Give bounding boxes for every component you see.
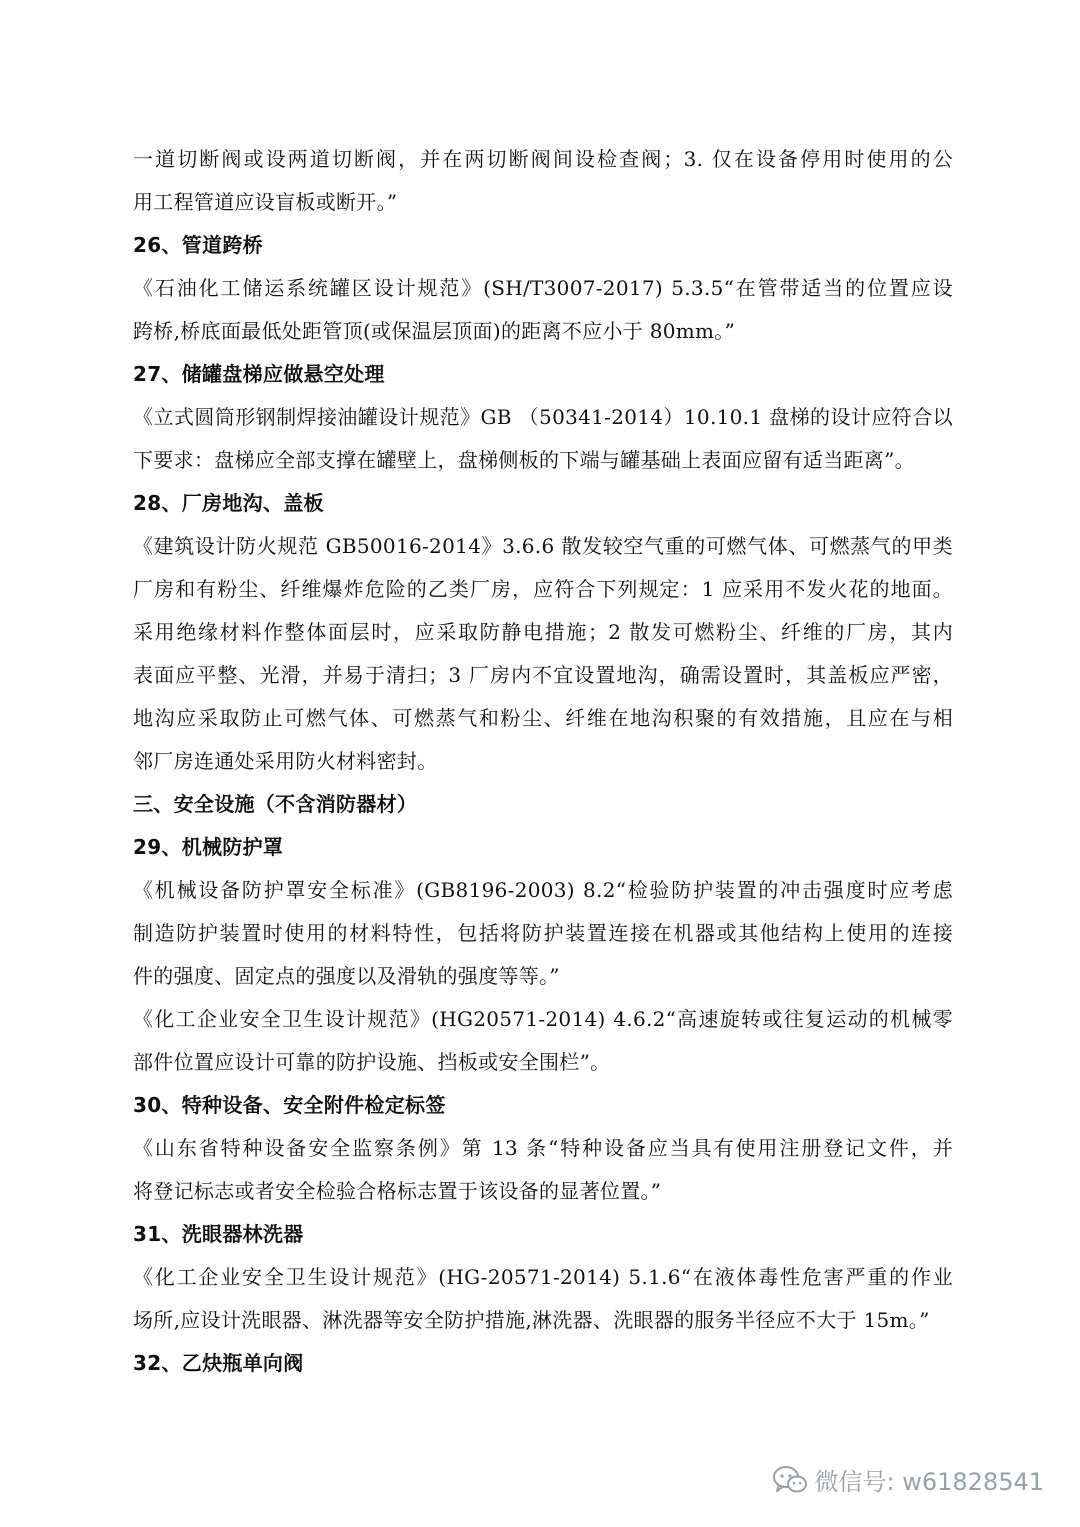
- paragraph-line: 《化工企业安全卫生设计规范》(HG20571-2014) 4.6.2“高速旋转或往复运动的机械零: [133, 1007, 953, 1031]
- wechat-icon: [773, 1465, 807, 1495]
- paragraph-line: 邻厂房连通处采用防火材料密封。: [133, 749, 438, 773]
- watermark: [773, 1462, 1045, 1497]
- section-heading: 三、安全设施（不含消防器材）: [133, 792, 418, 816]
- paragraph: [133, 869, 953, 998]
- paragraph-line: 地沟应采取防止可燃气体、可燃蒸气和粉尘、纤维在地沟积聚的有效措施，且应在与相: [133, 706, 953, 730]
- paragraph-line: 表面应平整、光滑，并易于清扫；3 厂房内不宜设置地沟，确需设置时，其盖板应严密，: [133, 663, 953, 687]
- section-heading: 31、洗眼器林洗器: [133, 1222, 304, 1246]
- paragraph-line: 《山东省特种设备安全监察条例》第 13 条“特种设备应当具有使用注册登记文件，并: [133, 1136, 953, 1160]
- paragraph: [133, 267, 953, 353]
- paragraph-line: 《化工企业安全卫生设计规范》(HG-20571-2014) 5.1.6“在液体毒性危害严重的作业: [133, 1265, 953, 1289]
- section-heading: 28、厂房地沟、盖板: [133, 491, 324, 515]
- paragraph-line: 件的强度、固定点的强度以及滑轨的强度等等。”: [133, 964, 560, 988]
- paragraph-line: 跨桥,桥底面最低处距管顶(或保温层顶面)的距离不应小于 80mm。”: [133, 319, 736, 343]
- document-page: [133, 138, 953, 1385]
- section-heading: 29、机械防护罩: [133, 835, 284, 859]
- section-heading: 30、特种设备、安全附件检定标签: [133, 1093, 446, 1117]
- paragraph-line: 一道切断阀或设两道切断阀，并在两切断阀间设检查阀；3. 仅在设备停用时使用的公: [133, 147, 953, 171]
- paragraph: [133, 1256, 953, 1342]
- section-heading: 26、管道跨桥: [133, 233, 263, 257]
- paragraph-line: 《建筑设计防火规范 GB50016-2014》3.6.6 散发较空气重的可燃气体、可燃蒸气的甲类: [133, 534, 953, 558]
- paragraph: [133, 138, 953, 224]
- paragraph-line: 用工程管道应设盲板或断开。”: [133, 190, 398, 214]
- paragraph: [133, 998, 953, 1084]
- paragraph-line: 下要求：盘梯应全部支撑在罐壁上，盘梯侧板的下端与罐基础上表面应留有适当距离”。: [133, 448, 915, 472]
- paragraph: [133, 525, 953, 783]
- paragraph-line: 《立式圆筒形钢制焊接油罐设计规范》GB （50341-2014）10.10.1 盘梯的设计应符合以: [133, 405, 953, 429]
- section-heading: 32、乙炔瓶单向阀: [133, 1351, 304, 1375]
- paragraph-line: 制造防护装置时使用的材料特性，包括将防护装置连接在机器或其他结构上使用的连接: [133, 921, 953, 945]
- paragraph-line: 厂房和有粉尘、纤维爆炸危险的乙类厂房，应符合下列规定：1 应采用不发火花的地面。: [133, 577, 953, 601]
- paragraph-line: 部件位置应设计可靠的防护设施、挡板或安全围栏”。: [133, 1050, 611, 1074]
- paragraph: [133, 396, 953, 482]
- watermark-text: 微信号: w61828541: [814, 1468, 1044, 1496]
- paragraph-line: 场所,应设计洗眼器、淋洗器等安全防护措施,淋洗器、洗眼器的服务半径应不大于 15m。”: [133, 1308, 930, 1332]
- section-heading: 27、储罐盘梯应做悬空处理: [133, 362, 385, 386]
- paragraph-line: 将登记标志或者安全检验合格标志置于该设备的显著位置。”: [133, 1179, 662, 1203]
- paragraph-line: 采用绝缘材料作整体面层时，应采取防静电措施；2 散发可燃粉尘、纤维的厂房，其内: [133, 620, 953, 644]
- paragraph: [133, 1127, 953, 1213]
- paragraph-line: 《机械设备防护罩安全标准》(GB8196-2003) 8.2“检验防护装置的冲击强度时应考虑: [133, 878, 953, 902]
- paragraph-line: 《石油化工储运系统罐区设计规范》(SH/T3007-2017) 5.3.5“在管带适当的位置应设: [133, 276, 953, 300]
